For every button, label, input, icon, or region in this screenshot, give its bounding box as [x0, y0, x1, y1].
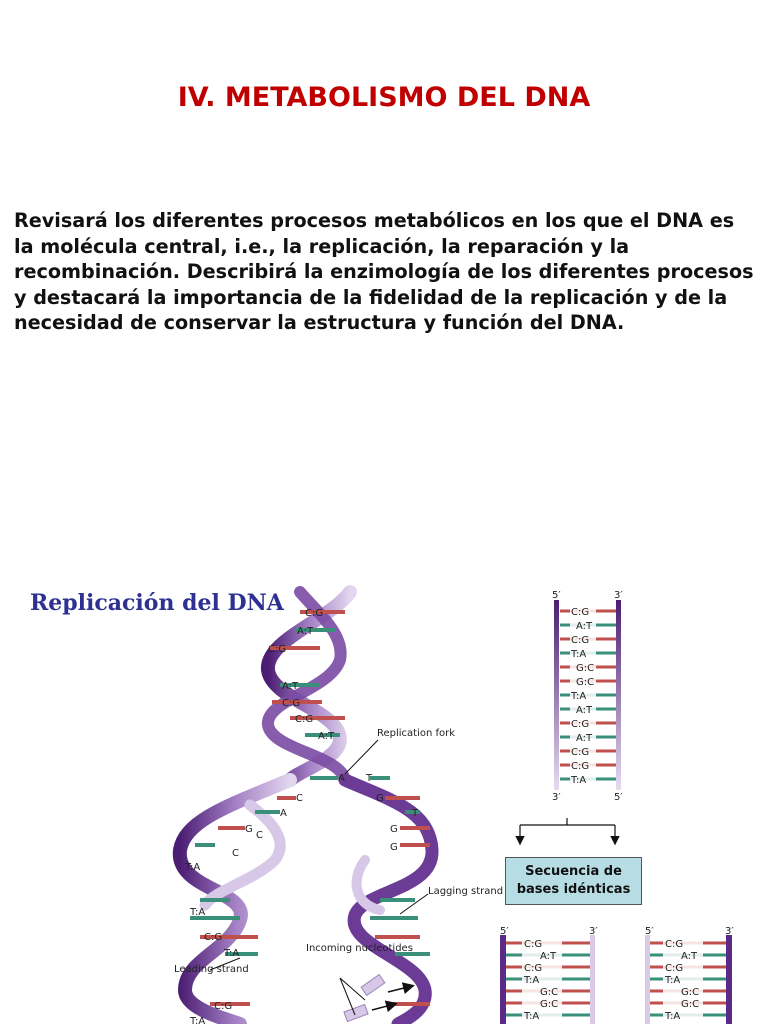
page-title: IV. METABOLISMO DEL DNA [177, 82, 591, 113]
helix-pair: C:G [268, 644, 287, 655]
ladder-pair: A:T [576, 705, 593, 716]
fork-base: C [296, 793, 303, 804]
replication-fork-label-text: Replication fork [377, 728, 456, 739]
helix-pair: T:A [190, 1016, 206, 1024]
daughter-left-end-3: 3′ [589, 926, 598, 937]
fork-base: G [245, 824, 253, 835]
ladder-pair: C:G [571, 747, 590, 758]
replication-helix [174, 592, 503, 1024]
ladder-pair: C:G [571, 761, 590, 772]
ladder-pair: T:A [571, 775, 587, 786]
ladder-end-3-top: 3′ [614, 590, 623, 601]
ladder-pair: A:T [576, 621, 593, 632]
daughter-ladder-left [500, 926, 598, 1024]
fork-base: G [390, 842, 398, 853]
helix-pair: C:G [305, 608, 324, 619]
daughter-pair: T:A [524, 975, 540, 986]
helix-pair: T:A [224, 948, 240, 959]
split-arrows [520, 818, 615, 843]
daughter-pair: G:C [681, 987, 700, 998]
daughter-pair: C:G [524, 939, 543, 950]
fork-base: T [412, 808, 419, 819]
helix-pair: C:G [282, 698, 301, 709]
incoming-nucleotides-label-text: Incoming nucleotides [306, 943, 413, 954]
leading-strand-label-text: Leading strand [174, 964, 249, 975]
ladder-pair: T:A [571, 691, 587, 702]
helix-pair: T:A [185, 862, 201, 873]
daughter-left-end-5: 5′ [500, 926, 509, 937]
incoming-nucleotides [340, 975, 412, 1022]
helix-pair: C:G [214, 1001, 233, 1012]
daughter-pair: G:C [540, 999, 559, 1010]
fork-base: G [376, 793, 384, 804]
fork-base: C [256, 830, 263, 841]
helix-pair: T:A [190, 907, 206, 918]
helix-pair: A:T [318, 731, 335, 742]
leading-daughter-strand [180, 780, 290, 1024]
ladder-end-5-bottom: 5′ [614, 792, 623, 803]
daughter-pair: G:C [540, 987, 559, 998]
fork-base: G [390, 824, 398, 835]
figure-subtitle: Replicación del DNA [30, 590, 284, 616]
ladder-pair: C:G [571, 719, 590, 730]
daughter-pair: T:A [665, 1011, 681, 1022]
lagging-strand-label [428, 886, 503, 897]
helix-pair: A:T [282, 681, 299, 692]
replication-fork-label [377, 728, 455, 739]
daughter-pair: A:T [540, 951, 557, 962]
daughter-ladder-right [645, 926, 734, 1024]
fork-base: T [366, 773, 373, 784]
ladder-pair: T:A [571, 649, 587, 660]
lagging-strand-label-text: Lagging strand [428, 886, 504, 897]
intro-paragraph: Revisará los diferentes procesos metabólicos en los que el DNA es la molécula central, i.e., la replicación, la reparación y la recombinación. Describirá la enzimología de los diferentes procesos y destacará la importancia de la fidelidad de la replicación y de la necesidad de conservar la estructura y función del DNA. [14, 209, 754, 335]
ladder-end-5-top: 5′ [552, 590, 561, 601]
identical-box-line-1: Secuencia de [525, 864, 622, 879]
identical-sequence-box [505, 857, 642, 905]
ladder-pair-labels [570, 604, 596, 786]
daughter-pair: T:A [524, 1011, 540, 1022]
helix-pair: C:G [295, 714, 314, 725]
ladder-pair: C:G [571, 635, 590, 646]
daughter-pair: G:C [681, 999, 700, 1010]
leading-strand-label [174, 964, 249, 975]
helix-pair: C:G [204, 932, 223, 943]
daughter-pair: A:T [681, 951, 698, 962]
daughter-right-end-3: 3′ [725, 926, 734, 937]
identical-box-line-2: bases idénticas [516, 882, 631, 897]
ladder-pair: G:C [576, 663, 595, 674]
ladder-pair: G:C [576, 677, 595, 688]
daughter-pair: T:A [665, 975, 681, 986]
dna-replication-figure [0, 560, 768, 1024]
ladder-pair: C:G [571, 607, 590, 618]
ladder-end-3-bottom: 3′ [552, 792, 561, 803]
ladder-pair: A:T [576, 733, 593, 744]
incoming-nucleotides-label [306, 943, 413, 954]
daughter-pair: C:G [665, 963, 684, 974]
parent-dna-ladder [552, 590, 623, 803]
daughter-pair: C:G [665, 939, 684, 950]
helix-pair: A:T [297, 626, 314, 637]
fork-base: A [338, 773, 345, 784]
fork-base: C [232, 848, 239, 859]
daughter-pair: C:G [524, 963, 543, 974]
fork-base: A [280, 808, 287, 819]
daughter-right-end-5: 5′ [645, 926, 654, 937]
